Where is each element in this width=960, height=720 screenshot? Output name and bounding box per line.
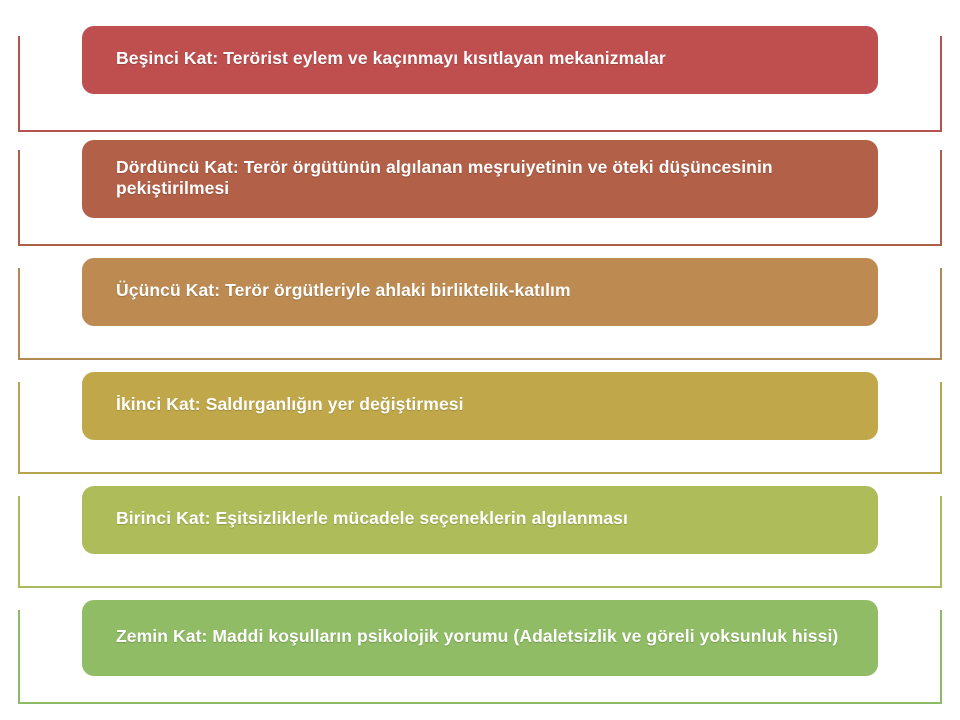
layer-label-4: Dördüncü Kat: Terör örgütünün algılanan meşruiyetinin ve öteki düşüncesinin pekiştirilmesi	[116, 156, 773, 198]
layer-bar-0[interactable]	[82, 600, 878, 676]
layer-label-3: Üçüncü Kat: Terör örgütleriyle ahlaki birliktelik-katılım	[116, 280, 571, 301]
diagram-layer-0	[0, 574, 960, 720]
layer-label-0: Zemin Kat: Maddi koşulların psikolojik yorumu (Adaletsizlik ve göreli yoksunluk hissi)	[116, 626, 839, 647]
layer-label-1: Birinci Kat: Eşitsizliklerle mücadele seçeneklerin algılanması	[116, 508, 628, 529]
layer-bar-2[interactable]	[82, 372, 878, 440]
layer-label-5: Beşinci Kat: Terörist eylem ve kaçınmayı kısıtlayan mekanizmalar	[116, 48, 666, 69]
layer-bar-1[interactable]	[82, 486, 878, 554]
layer-bar-5[interactable]	[82, 26, 878, 94]
layer-bar-3[interactable]	[82, 258, 878, 326]
layer-bar-4[interactable]	[82, 140, 878, 218]
layer-label-2: İkinci Kat: Saldırganlığın yer değiştirmesi	[116, 394, 464, 415]
